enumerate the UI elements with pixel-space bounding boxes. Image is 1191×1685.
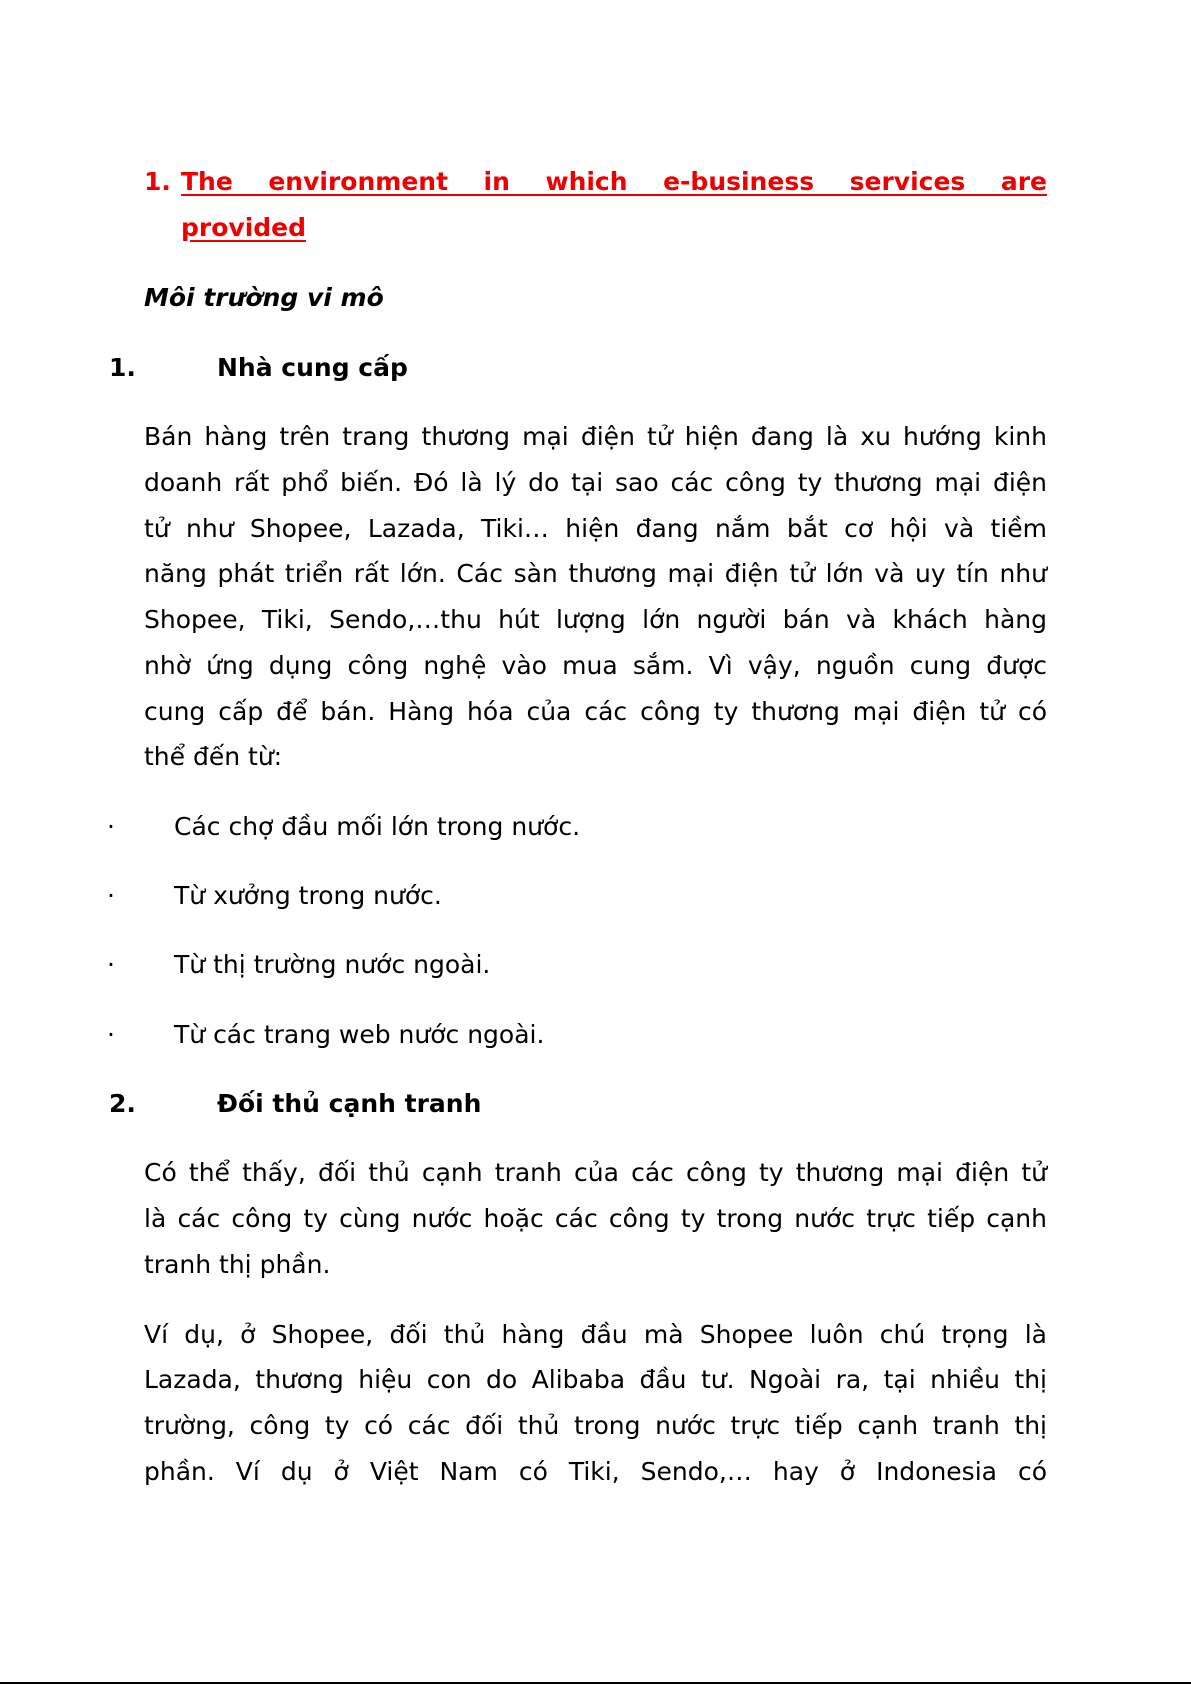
bullet-symbol: · (107, 950, 115, 979)
paragraph-line: cung cấp để bán. Hàng hóa của các công ty thương mại điện tử có (144, 697, 1047, 726)
bullet-item: Từ thị trường nước ngoài. (174, 950, 491, 979)
section-1-title: Nhà cung cấp (217, 353, 408, 382)
paragraph-line: tranh thị phần. (144, 1250, 331, 1279)
paragraph-line: Có thể thấy, đối thủ cạnh tranh của các công ty thương mại điện tử (144, 1158, 1047, 1187)
bullet-item: Các chợ đầu mối lớn trong nước. (174, 812, 581, 841)
paragraph-line: phần. Ví dụ ở Việt Nam có Tiki, Sendo,… hay ở Indonesia có (144, 1457, 1047, 1486)
paragraph-line: thể đến từ: (144, 742, 283, 771)
bullet-symbol: · (107, 812, 115, 841)
section-1-number: 1. (109, 353, 136, 382)
heading-line-1: The environment in which e-business services are (181, 167, 1047, 196)
paragraph-line: năng phát triển rất lớn. Các sàn thương mại điện tử lớn và uy tín như (144, 559, 1047, 588)
paragraph-line: Ví dụ, ở Shopee, đối thủ hàng đầu mà Shopee luôn chú trọng là (144, 1320, 1047, 1349)
paragraph-line: là các công ty cùng nước hoặc các công ty trong nước trực tiếp cạnh (144, 1204, 1047, 1233)
section-2-number: 2. (109, 1089, 136, 1118)
bullet-item: Từ các trang web nước ngoài. (174, 1020, 545, 1049)
subheading: Môi trường vi mô (144, 283, 384, 312)
section-2-title: Đối thủ cạnh tranh (217, 1089, 482, 1118)
paragraph-line: Lazada, thương hiệu con do Alibaba đầu tư. Ngoài ra, tại nhiều thị (144, 1365, 1047, 1394)
paragraph-line: trường, công ty có các đối thủ trong nước trực tiếp cạnh tranh thị (144, 1411, 1047, 1440)
paragraph-line: doanh rất phổ biến. Đó là lý do tại sao các công ty thương mại điện (144, 468, 1047, 497)
paragraph-line: Shopee, Tiki, Sendo,…thu hút lượng lớn người bán và khách hàng (144, 605, 1047, 634)
paragraph-line: tử như Shopee, Lazada, Tiki… hiện đang nắm bắt cơ hội và tiềm (144, 514, 1047, 543)
bullet-symbol: · (107, 1020, 115, 1049)
paragraph-line: nhờ ứng dụng công nghệ vào mua sắm. Vì vậy, nguồn cung được (144, 651, 1047, 680)
heading-line-2: provided (181, 213, 307, 242)
page-bottom-border (0, 1682, 1191, 1684)
bullet-symbol: · (107, 881, 115, 910)
heading-number: 1. (144, 167, 171, 196)
paragraph-line: Bán hàng trên trang thương mại điện tử hiện đang là xu hướng kinh (144, 422, 1047, 451)
bullet-item: Từ xưởng trong nước. (174, 881, 442, 910)
